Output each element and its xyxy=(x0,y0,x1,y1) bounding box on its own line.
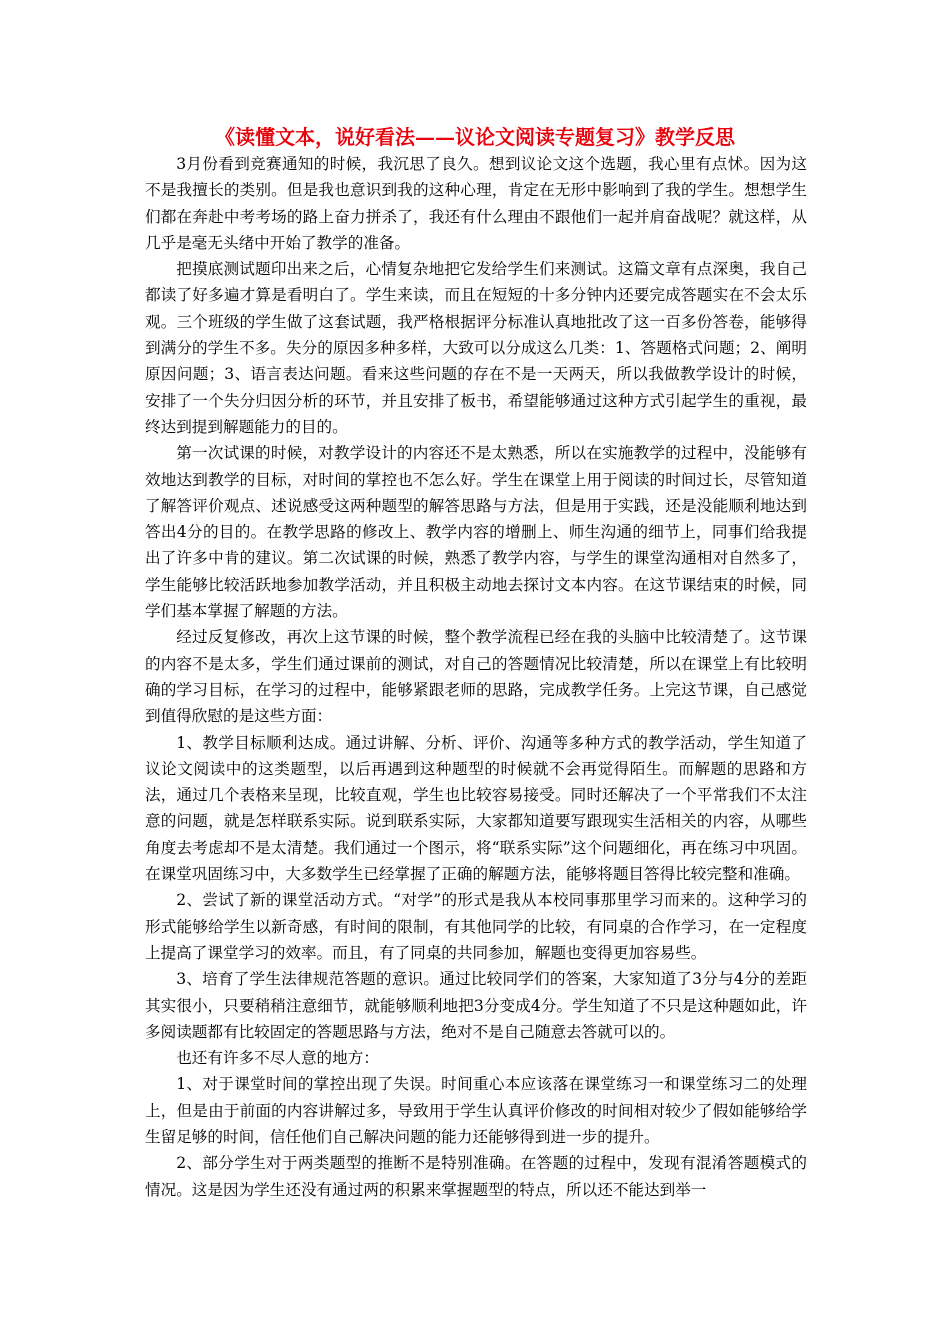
paragraph-6: 2、尝试了新的课堂活动方式。“对学”的形式是我从本校同事那里学习而来的。这种学习的形式能够给学生以新奇感，有时间的限制，有其他同学的比较，有同桌的合作学习，在一定程度上提高了课堂学习的效率。而且，有了同桌的共同参加，解题也变得更加容易些。 xyxy=(145,891,807,962)
paragraph-3: 第一次试课的时候，对教学设计的内容还不是太熟悉，所以在实施教学的过程中，没能够有效地达到教学的目标，对时间的掌控也不怎么好。学生在课堂上用于阅读的时间过长，尽管知道了解答评价观点、述说感受这两种题型的解答思路与方法，但是用于实践，还是没能顺利地达到答出4分的目的。在教学思路的修改上、教学内容的增删上、师生沟通的细节上，同事们给我提出了许多中肯的建议。第二次试课的时候，熟悉了教学内容，与学生的课堂沟通相对自然多了，学生能够比较活跃地参加教学活动，并且积极主动地去探讨文本内容。在这节课结束的时候，同学们基本掌握了解题的方法。 xyxy=(145,444,807,621)
document-body xyxy=(145,151,807,1203)
document-title: 《读懂文本，说好看法——议论文阅读专题复习》教学反思 xyxy=(215,125,735,149)
paragraph-1: 3月份看到竞赛通知的时候，我沉思了良久。想到议论文这个选题，我心里有点怵。因为这不是我擅长的类别。但是我也意识到我的这种心理，肯定在无形中影响到了我的学生。想想学生们都在奔赴中考考场的路上奋力拼杀了，我还有什么理由不跟他们一起并肩奋战呢？就这样，从几乎是毫无头绪中开始了教学的准备。 xyxy=(145,155,807,252)
paragraph-4: 经过反复修改，再次上这节课的时候，整个教学流程已经在我的头脑中比较清楚了。这节课的内容不是太多，学生们通过课前的测试，对自己的答题情况比较清楚，所以在课堂上有比较明确的学习目标，在学习的过程中，能够紧跟老师的思路，完成教学任务。上完这节课，自己感觉到值得欣慰的是这些方面： xyxy=(145,628,807,726)
paragraph-2: 把摸底测试题印出来之后，心情复杂地把它发给学生们来测试。这篇文章有点深奥，我自己都读了好多遍才算是看明白了。学生来读，而且在短短的十多分钟内还要完成答题实在不会太乐观。三个班级的学生做了这套试题，我严格根据评分标准认真地批改了这一百多份答卷，能够得到满分的学生不多。失分的原因多种多样，大致可以分成这么几类：1、答题格式问题；2、阐明原因问题；3、语言表达问题。看来这些问题的存在不是一天两天，所以我做教学设计的时候，安排了一个失分归因分析的环节，并且安排了板书，希望能够通过这种方式引起学生的重视，最终达到提到解题能力的目的。 xyxy=(145,260,807,436)
paragraph-9: 1、对于课堂时间的掌控出现了失误。时间重心本应该落在课堂练习一和课堂练习二的处理上，但是由于前面的内容讲解过多，导致用于学生认真评价修改的时间相对较少了假如能够给学生留足够的时间，信任他们自己解决问题的能力还能够得到进一步的提升。 xyxy=(145,1075,807,1146)
paragraph-10: 2、部分学生对于两类题型的推断不是特别准确。在答题的过程中，发现有混淆答题模式的情况。这是因为学生还没有通过两的积累来掌握题型的特点，所以还不能达到举一 xyxy=(145,1154,807,1199)
paragraph-5: 1、教学目标顺利达成。通过讲解、分析、评价、沟通等多种方式的教学活动，学生知道了议论文阅读中的这类题型，以后再遇到这种题型的时候就不会再觉得陌生。而解题的思路和方法，通过几个表格来呈现，比较直观，学生也比较容易接受。同时还解决了一个平常我们不太注意的问题，就是怎样联系实际。说到联系实际，大家都知道要写跟现实生活相关的内容，从哪些角度去考虑却不是太清楚。我们通过一个图示，将“联系实际”这个问题细化，再在练习中巩固。在课堂巩固练习中，大多数学生已经掌握了正确的解题方法，能够将题目答得比较完整和准确。 xyxy=(145,733,807,884)
paragraph-8: 也还有许多不尽人意的地方： xyxy=(176,1049,379,1068)
paragraph-7: 3、培育了学生法律规范答题的意识。通过比较同学们的答案，大家知道了3分与4分的差距其实很小，只要稍稍注意细节，就能够顺利地把3分变成4分。学生知道了不只是这种题如此，许多阅读题都有比较固定的答题思路与方法，绝对不是自己随意去答就可以的。 xyxy=(145,970,807,1041)
